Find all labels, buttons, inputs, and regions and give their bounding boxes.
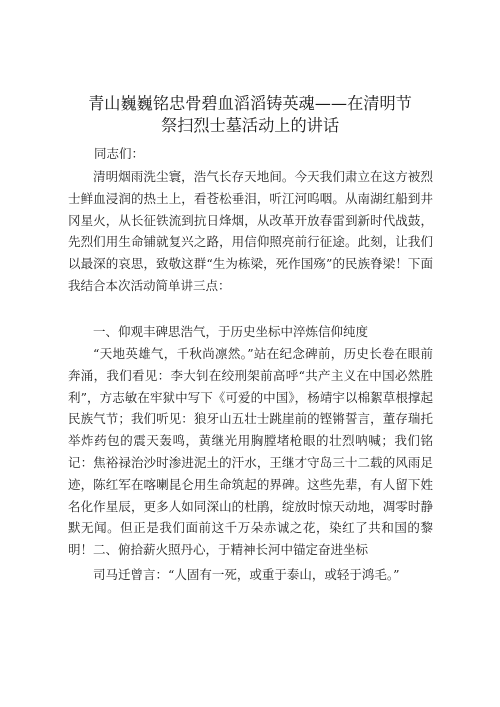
salutation: 同志们： <box>94 146 145 161</box>
paragraph-opening: 清明烟雨洗尘寰，浩气长存天地间。今天我们肃立在这方被烈士鲜血浸润的热土上，看苍松垂泪，听江河呜咽。从南湖红船到井冈星火，从长征铁流到抗日烽烟，从改革开放春雷到新时代战鼓，先烈们用生命铺就复兴之路，用信仰照亮前行征途。此刻，让我们以最深的哀思，致敬这群“生为栋梁，死作国殇”的民族脊梁！下面我结合本次活动简单讲三点： <box>68 169 433 293</box>
document-title-line-2: 祭扫烈士墓活动上的讲话 <box>160 116 340 135</box>
paragraph-section-1: “天地英雄气，千秋尚凛然。”站在纪念碑前，历史长卷在眼前奔涌，我们看见：李大钊在绞刑架前高呼“共产主义在中国必然胜利”，方志敏在牢狱中写下《可爱的中国》，杨靖宇以棉絮草根撑起民族气节；我们听见：狼牙山五壮士跳崖前的铿锵誓言，董存瑞托举炸药包的震天轰鸣，黄继光用胸膛堵枪眼的壮烈呐喊；我们铭记：焦裕禄治沙时渗进泥土的汗水，王继才守岛三十二载的风雨足迹，陈红军在喀喇昆仑用生命筑起的界碑。这些先辈，有人留下姓名化作星辰，更多人如同深山的杜鹃，绽放时惊天动地，凋零时静默无闻。但正是我们面前这千万朵赤诚之花，染红了共和国的黎明！二、俯拾薪火照丹心，于精神长河中锚定奋进坐标 <box>68 346 433 558</box>
section-heading-1: 一、仰观丰碑思浩气，于历史坐标中淬炼信仰纯度 <box>93 324 369 339</box>
paragraph-quote: 司马迁曾言：“人固有一死，或重于泰山，或轻于鸿毛。” <box>93 567 400 582</box>
document-title-line-1: 青山巍巍铭忠骨碧血滔滔铸英魂——在清明节 <box>88 94 412 113</box>
